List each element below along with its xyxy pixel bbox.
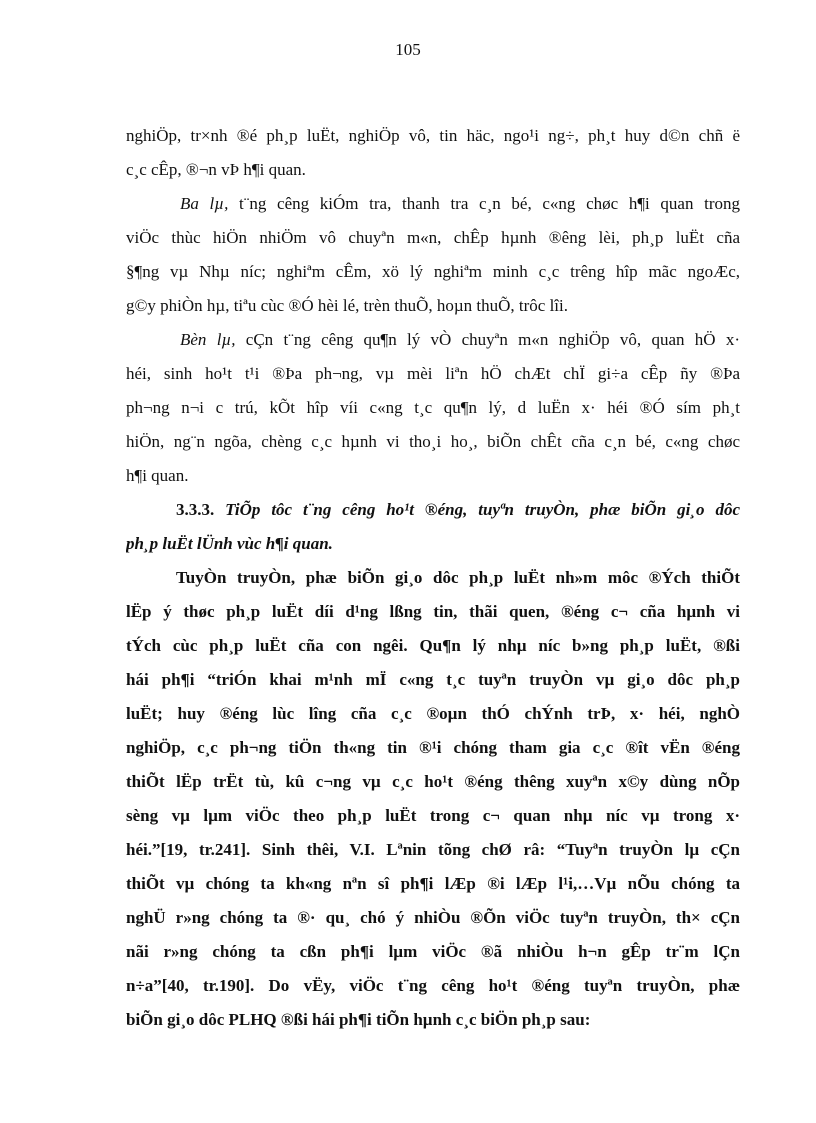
text-line: héi, sinh ho¹t t¹i ®Þa ph¬ng, vµ mèi liªn hÖ chÆt chÏ gi÷a cÊp ñy ®Þa <box>126 364 740 383</box>
text-line: thiÕt vµ chóng ta kh«ng nªn sî ph¶i lÆp ®i lÆp l¹i,…Vµ nÕu chóng ta <box>126 874 740 893</box>
text-line: h¶i quan. <box>126 466 189 485</box>
text-line: ph¬ng n¬i c trú, kÕt hîp víi c«ng t¸c qu¶n lý, d luËn x· héi ®Ó sím ph¸t <box>126 398 740 417</box>
text-line: lËp ý thøc ph¸p luËt díi d¹ng lßng tin, thãi quen, ®éng c¬ cña hµnh vi <box>126 602 740 621</box>
text-line: c¸c cÊp, ®¬n vÞ h¶i quan. <box>126 160 306 179</box>
text-line: nghiÖp, tr×nh ®é ph¸p luËt, nghiÖp vô, tin häc, ngo¹i ng÷, ph¸t huy d©n chñ ë <box>126 126 740 145</box>
paragraph-lead: Bèn lµ, <box>180 330 236 349</box>
text-line: nghÜ r»ng chóng ta ®· qu¸ chó ý nhiÒu ®Õn viÖc tuyªn truyÒn, th× cÇn <box>126 908 740 927</box>
section-number: 3.3.3. <box>176 500 215 519</box>
text-line: thiÕt lËp trËt tù, kû c¬ng vµ c¸c ho¹t ®éng thêng xuyªn x©y dùng nÕp <box>126 772 740 791</box>
text-line: ph¸p luËt lÜnh vùc h¶i quan. <box>126 534 333 553</box>
text-line: §¶ng vµ Nhµ níc; nghiªm cÊm, xö lý nghiªm minh c¸c trêng hîp mãc ngoÆc, <box>126 262 740 281</box>
text-line: viÖc thùc hiÖn nhiÖm vô chuyªn m«n, chÊp hµnh ®êng lèi, ph¸p luËt cña <box>126 228 740 247</box>
page-number: 105 <box>395 40 421 59</box>
text-line: héi.”[19, tr.241]. Sinh thêi, V.I. Lªnin tõng chØ râ: “Tuyªn truyÒn lµ cÇn <box>126 840 740 859</box>
text-line: Ba lµ, t¨ng cêng kiÓm tra, thanh tra c¸n bé, c«ng chøc h¶i quan trong <box>180 194 740 213</box>
paragraph-tuyen-truyen <box>126 561 740 1037</box>
text-line: n÷a”[40, tr.190]. Do vËy, viÖc t¨ng cêng ho¹t ®éng tuyªn truyÒn, phæ <box>126 976 740 995</box>
text-line: TuyÒn truyÒn, phæ biÕn gi¸o dôc ph¸p luËt nh»m môc ®Ých thiÕt <box>176 568 740 587</box>
text-line: biÕn gi¸o dôc PLHQ ®ßi hái ph¶i tiÕn hµnh c¸c biÖn ph¸p sau: <box>126 1010 591 1029</box>
text-line: hái ph¶i “triÓn khai m¹nh mÏ c«ng t¸c tuyªn truyÒn vµ gi¸o dôc ph¸p <box>126 670 740 689</box>
text-line: sèng vµ lµm viÖc theo ph¸p luËt trong c¬ quan nhµ níc vµ trong x· <box>126 806 740 825</box>
text-line: nghiÖp, c¸c ph¬ng tiÖn th«ng tin ®¹i chóng tham gia c¸c ®ît vËn ®éng <box>126 738 740 757</box>
text-line: hiÖn, ng¨n ngõa, chèng c¸c hµnh vi tho¸i ho¸, biÕn chÊt cña c¸n bé, c«ng chøc <box>126 432 740 451</box>
section-heading <box>126 493 740 561</box>
text-line: g©y phiÒn hµ, tiªu cùc ®Ó hèi lé, trèn thuÕ, hoµn thuÕ, trôc lîi. <box>126 296 568 315</box>
text-line: luËt; huy ®éng lùc lîng cña c¸c ®oµn thÓ chÝnh trÞ, x· héi, nghÒ <box>126 704 740 723</box>
paragraph-continuation <box>126 119 740 187</box>
text-line: Bèn lµ, cÇn t¨ng cêng qu¶n lý vÒ chuyªn m«n nghiÖp vô, quan hÖ x· <box>180 330 740 349</box>
text-line: nãi r»ng chóng ta cßn ph¶i lµm viÖc ®ã nhiÒu h¬n gÊp tr¨m lÇn <box>126 942 740 961</box>
text-line: tÝch cùc ph¸p luËt cña con ngêi. Qu¶n lý nhµ níc b»ng ph¸p luËt, ®ßi <box>126 636 740 655</box>
paragraph-ba-la <box>126 187 740 323</box>
text-line <box>126 493 740 527</box>
paragraph-bon-la <box>126 323 740 493</box>
section-title: TiÕp tôc t¨ng cêng ho¹t ®éng, tuyªn truyÒn, phæ biÕn gi¸o dôc <box>214 500 740 519</box>
paragraph-lead: Ba lµ, <box>180 194 229 213</box>
